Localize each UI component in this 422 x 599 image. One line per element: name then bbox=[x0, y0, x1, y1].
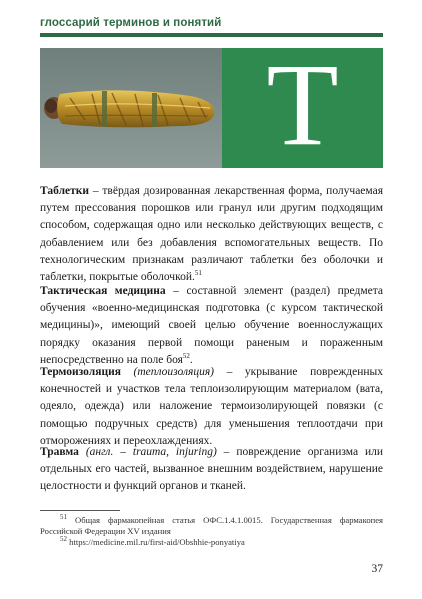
thermal-blanket-illustration bbox=[40, 48, 222, 168]
entry-etymology: (англ. – trauma, injuring) bbox=[85, 446, 217, 458]
entry-term: Таблетки bbox=[40, 185, 90, 197]
page-number: 37 bbox=[371, 563, 383, 575]
footnote-51: $^{51}$ Общая фармакопейная статья ОФС.1.4.1.0015. Государственная фармакопея Российской Федерации XV издания bbox=[40, 513, 383, 536]
footnotes bbox=[40, 515, 383, 548]
glossary-entry-tactical-medicine bbox=[40, 283, 383, 369]
header-rule bbox=[40, 33, 383, 37]
glossary-entry-tablets bbox=[40, 183, 383, 286]
footnote-separator bbox=[40, 510, 120, 511]
running-header: глоссарий терминов и понятий bbox=[40, 17, 222, 29]
banner-photo bbox=[40, 48, 222, 168]
glossary-entry-thermal-insulation bbox=[40, 364, 383, 450]
entry-definition: – составной элемент (раздел) предмета обучения «военно-медицинская подготовка (с курсом тактической медицины)», имеющий своей целью обучение военнослужащих порядку оказания первой помощи раненым и пораженным непосредственно на поле боя bbox=[40, 285, 383, 366]
entry-definition: – повреждение организма или отдельных его частей, вызванное внешним воздействием, нарушение целостности и функций органов и тканей. bbox=[40, 446, 384, 493]
footnote-link[interactable]: https://medicine.mil.ru/first-aid/Obshhie-ponyatiya bbox=[69, 537, 245, 547]
glossary-entry-trauma bbox=[40, 444, 383, 496]
footnote-ref[interactable]: 52 bbox=[182, 351, 190, 360]
entry-tail: . bbox=[189, 353, 193, 366]
chapter-letter: Т bbox=[266, 48, 339, 168]
entry-definition: – укрывание поврежденных конечностей и участков тела теплоизолирующим материалом (вата, одеяло, одежда) или наложение термоизолирующей повязки (с помощью подручных средств) для уменьшения теплоотдачи при отморожениях и переохлаждениях. bbox=[40, 366, 384, 447]
entry-synonym: (теплоизоляция) bbox=[133, 366, 214, 378]
entry-term: Травма bbox=[40, 446, 79, 458]
entry-term: Тактическая медицина bbox=[40, 285, 166, 297]
chapter-letter-block bbox=[222, 48, 383, 168]
entry-definition: – твёрдая дозированная лекарственная форма, получаемая путем прессования порошков или гранул или другим подходящим способом, содержащая одно или несколько действующих веществ, с добавлением или без добавления вспомогательных веществ. По технологическим признакам различают таблетки без оболочки и таблетки, покрытые оболочкой. bbox=[40, 185, 383, 284]
entry-term: Термоизоляция bbox=[40, 366, 121, 378]
footnote-52: $^{52}$ https://medicine.mil.ru/first-aid/Obshhie-ponyatiya bbox=[60, 535, 245, 547]
footnote-ref[interactable]: 51 bbox=[194, 269, 202, 278]
